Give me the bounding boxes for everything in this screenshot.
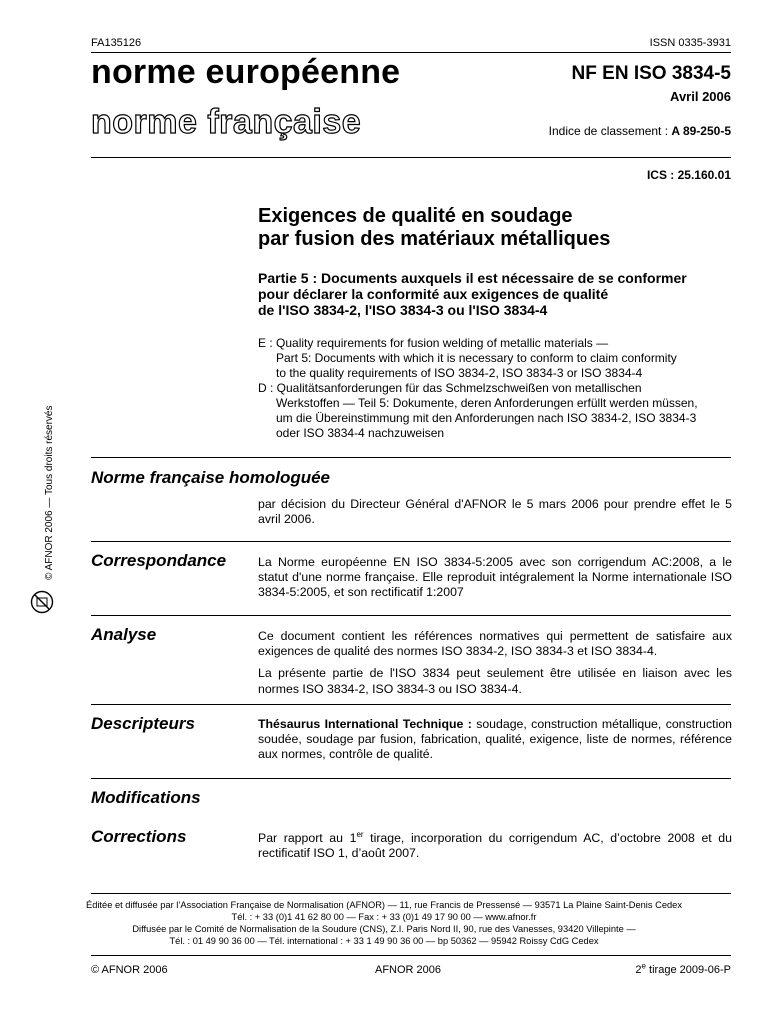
- main-title-line: Exigences de qualité en soudage: [258, 205, 573, 227]
- german-title-line: D : Qualitätsanforderungen für das Schmelzschweißen von metallischen: [258, 381, 642, 395]
- analyse-paragraph: La présente partie de l'ISO 3834 peut seulement être utilisée en liaison avec les normes ISO 3834-2, ISO 3834-3 ou ISO 3834-4.: [258, 666, 732, 696]
- section-heading-analyse: [91, 625, 156, 645]
- title-french-standard: norme française: [91, 103, 362, 141]
- edition-text: tirage 2009-06-P: [646, 964, 731, 976]
- part-title: [258, 270, 687, 318]
- publisher-footer: [0, 899, 768, 947]
- bottom-rule: [91, 955, 731, 956]
- title-european-standard: norme européenne: [91, 53, 401, 91]
- translated-titles: [258, 336, 698, 441]
- print-edition: [635, 961, 731, 976]
- part-title-line: de l'ISO 3834-2, l'ISO 3834-3 ou l'ISO 3834-4: [258, 302, 548, 318]
- section-rule: [91, 615, 731, 616]
- section-text-descripteurs: [258, 717, 732, 763]
- analyse-heading: Analyse: [91, 625, 157, 644]
- section-heading-homologuee: Norme française homologuée: [91, 468, 331, 487]
- section-text-corrections: [258, 831, 732, 861]
- standard-reference: NF EN ISO 3834-5: [571, 63, 731, 84]
- section-text-homologuee: par décision du Directeur Général d'AFNOR le 5 mars 2006 pour prendre effet le 5 avril 2006.: [258, 497, 732, 527]
- edition-number: 2: [635, 964, 642, 976]
- indice-value: A 89-250-5: [671, 124, 731, 138]
- bottom-copyright: © AFNOR 2006: [91, 964, 168, 976]
- english-title-line: Part 5: Documents with which it is necessary to conform to claim conformity: [276, 351, 677, 365]
- section-text-analyse: [258, 629, 732, 704]
- indice-label: Indice de classement :: [548, 124, 669, 138]
- vertical-copyright: © AFNOR 2006 — Tous droits réservés: [44, 405, 55, 580]
- edition-superscript: e: [641, 961, 646, 971]
- document-code: FA135126: [91, 37, 142, 49]
- footer-rule: [91, 893, 731, 894]
- part-title-line: Partie 5 : Documents auxquels il est nécessaire de se conformer: [258, 270, 687, 286]
- no-photocopy-icon: [30, 590, 54, 614]
- section-rule: [91, 457, 731, 458]
- footer-line: Diffusée par le Comité de Normalisation de la Soudure (CNS), Z.I. Paris Nord II, 90, rue des Vanesses, 93420 Villepinte —: [132, 924, 636, 934]
- footer-line: Éditée et diffusée par l’Association Française de Normalisation (AFNOR) — 11, rue Francis de Pressensé — 93571 La Plaine Saint-Denis Cedex: [86, 900, 682, 910]
- footer-line: Tél. : + 33 (0)1 41 62 80 00 — Fax : + 33 (0)1 49 17 90 00 — www.afnor.fr: [231, 912, 537, 922]
- section-heading-modifications: Modifications: [91, 788, 201, 807]
- english-title-line: to the quality requirements of ISO 3834-2, ISO 3834-3 or ISO 3834-4: [276, 366, 643, 380]
- corrections-text-end: tirage, incorporation du corrigendum AC, d’octobre 2008 et du rectificatif ISO 1, d’août 2007.: [258, 831, 732, 861]
- descripteurs-text: soudage, construction métallique, construction soudée, soudage par fusion, fabrication, qualité, exigence, liste de normes, référence aux normes, contrôle de qualité.: [258, 717, 732, 762]
- corrections-superscript: er: [356, 829, 364, 839]
- corrections-text-start: Par rapport au 1: [258, 831, 357, 845]
- german-title-line: oder ISO 3834-4 nachzuweisen: [276, 426, 445, 440]
- issn: ISSN 0335-3931: [649, 37, 731, 49]
- section-text-correspondance: La Norme européenne EN ISO 3834-5:2005 avec son corrigendum AC:2008, a le statut d'une norme française. Elle reproduit intégralement la Norme internationale ISO 3834-5:2005, et son rectificatif 1:2007: [258, 555, 732, 600]
- section-heading-descripteurs: Descripteurs: [91, 714, 195, 733]
- german-title-line: um die Übereinstimmung mit den Anforderungen nach ISO 3834-2, ISO 3834-3: [276, 411, 697, 425]
- section-rule: [91, 541, 731, 542]
- section-heading-correspondance: Correspondance: [91, 551, 227, 570]
- section-rule: [91, 778, 731, 779]
- main-title: [258, 205, 610, 251]
- analyse-paragraph: Ce document contient les références normatives qui permettent de satisfaire aux exigences de qualité des normes ISO 3834-2, ISO 3834-3 et ISO 3834-4.: [258, 629, 732, 659]
- publication-date: Avril 2006: [670, 89, 731, 104]
- ics-rule-top: [91, 157, 731, 158]
- german-title-line: Werkstoffen — Teil 5: Dokumente, deren Anforderungen erfüllt werden müssen,: [276, 396, 698, 410]
- english-title-line: E : Quality requirements for fusion welding of metallic materials —: [258, 336, 609, 350]
- classification-index: [549, 124, 731, 138]
- main-title-line: par fusion des matériaux métalliques: [258, 228, 611, 250]
- bottom-center-label: AFNOR 2006: [375, 964, 442, 976]
- ics-code: ICS : 25.160.01: [646, 168, 731, 182]
- section-heading-corrections: Corrections: [91, 827, 187, 846]
- section-rule: [91, 704, 731, 705]
- descripteurs-label: Thésaurus International Technique :: [258, 717, 472, 731]
- footer-line: Tél. : 01 49 90 36 00 — Tél. international : + 33 1 49 90 36 00 — bp 50362 — 95942 Roissy CdG Cedex: [169, 936, 599, 946]
- part-title-line: pour déclarer la conformité aux exigences de qualité: [258, 286, 609, 302]
